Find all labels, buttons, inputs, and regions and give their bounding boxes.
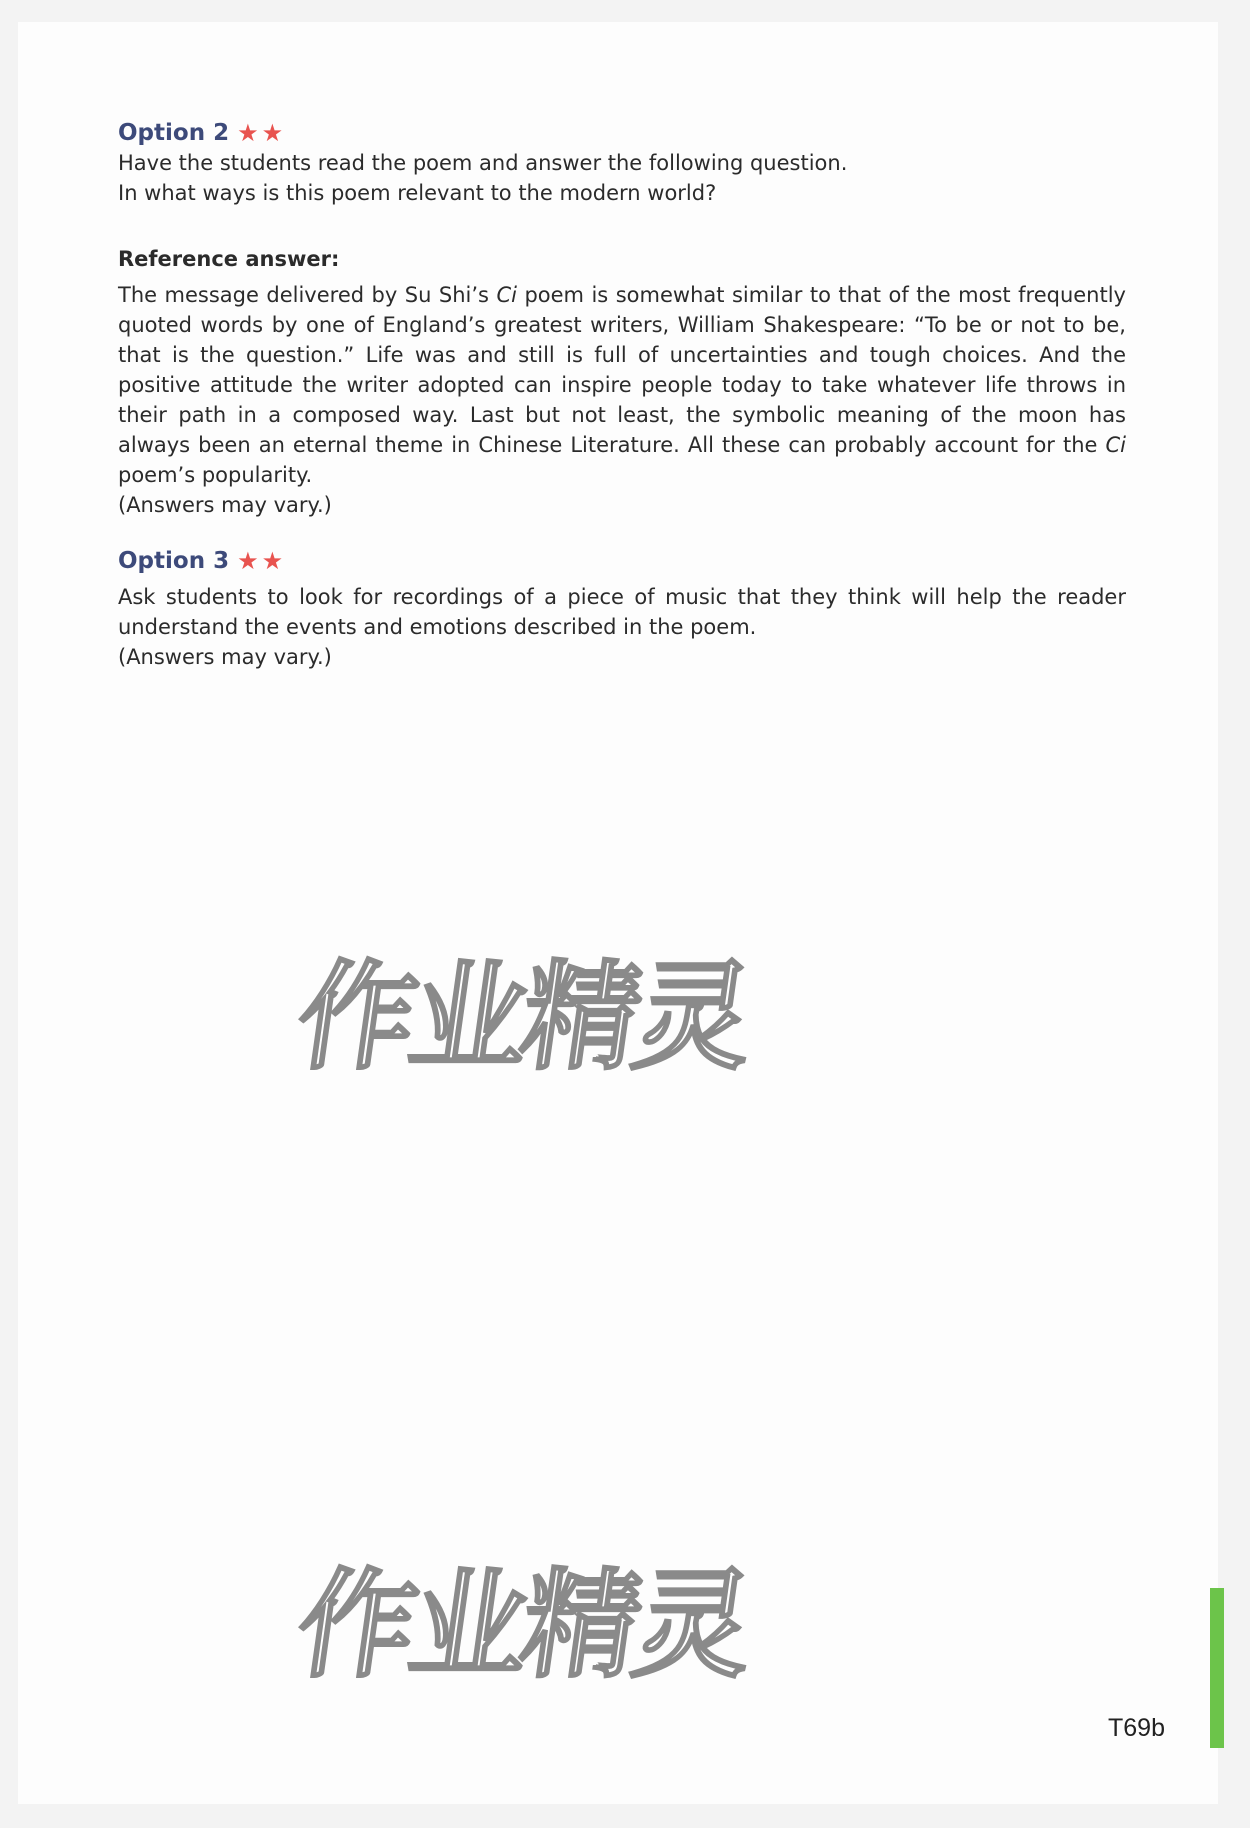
watermark-logo: 作业精灵 <box>288 1556 757 1694</box>
option-3-title: Option 3 <box>118 548 230 574</box>
main-content <box>118 118 1126 672</box>
option-2-question: In what ways is this poem relevant to the modern world? <box>118 181 717 205</box>
star-icon: ★★ <box>237 119 287 147</box>
option-3-text: Ask students to look for recordings of a piece of music that they think will help the reader understand the events and emotions described in the poem. <box>118 585 1126 639</box>
reference-answer-text: The message delivered by Su Shi’s Ci poem is somewhat similar to that of the most frequently quoted words by one of England’s greatest writers, William Shakespeare: “To be or not to be, that is the question.” Life was and still is full of uncertainties and tough choices. And the positive attitude the writer adopted can inspire people today to take whatever life throws in their path in a composed way. Last but not least, the symbolic meaning of the moon has always been an eternal theme in Chinese Literature. All these can probably account for the Ci poem’s popularity. <box>118 283 1126 487</box>
option-2-title: Option 2 <box>118 120 230 146</box>
reference-answer-note: (Answers may vary.) <box>118 493 332 517</box>
option-3-heading <box>118 546 1126 576</box>
star-icon: ★★ <box>237 547 287 575</box>
watermark-logo: 作业精灵 <box>288 948 757 1086</box>
page-number: T69b <box>1108 1714 1165 1742</box>
chapter-side-bar <box>1210 1588 1224 1748</box>
option-2-instruction: Have the students read the poem and answer the following question. <box>118 151 848 175</box>
option-2-heading <box>118 118 1126 148</box>
reference-answer-label: Reference answer: <box>118 247 340 271</box>
option-3-note: (Answers may vary.) <box>118 645 332 669</box>
